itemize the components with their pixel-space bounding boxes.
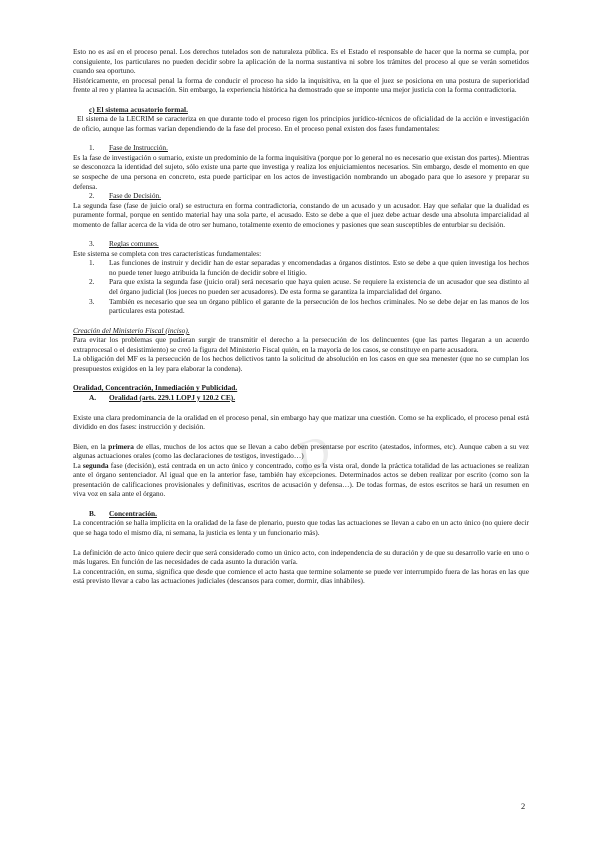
rules-heading bbox=[89, 239, 529, 249]
oralidad-paragraph-3: La segunda fase (decisión), está centrada en un acto único y concentrado, como es la vista oral, donde la práctica totalidad de las actuaciones se realizan ante el órgano sentenciador. Al igual que en la anterior fase, también hay excepciones. Determinados actos se deben realizar por escrito (como son la presentación de calificaciones provisionales y definitivas, escritos de acusación y defensa…). De todas formas, de estos escritos se hará un resumen en viva voz en sala ante el órgano. bbox=[73, 460, 529, 499]
phase-1-heading bbox=[89, 143, 529, 153]
rule-item: 1. Las funciones de instruir y decidir han de estar separadas y encomendadas a órganos distintos. Esto se debe a que quien investiga los hechos no puede tener luego atribuida la función de decidir sobre el litigio. bbox=[89, 258, 529, 277]
document-page bbox=[73, 47, 529, 586]
oralidad-paragraph-2: Bien, en la primera de ellas, muchos de los actos que se llevan a cabo deben presentarse por escrito (atestados, informes, etc). Aunque caben a su vez algunas actuaciones orales (como las declaraciones de testigos, investigado…) bbox=[73, 441, 530, 461]
rules-intro: Este sistema se completa con tres características fundamentales: bbox=[73, 248, 262, 258]
oralidad-subheading bbox=[89, 393, 529, 403]
rule-item: 2. Para que exista la segunda fase (juicio oral) será necesario que haya quien acuse. Se requiere la existencia de un acusador que sea distinto al del órgano judicial (los jueces no pueden ser acusadores). De esta forma se garantiza la imparcialidad del órgano. bbox=[89, 277, 529, 297]
concentracion-heading bbox=[89, 509, 529, 519]
phase-2-heading bbox=[89, 191, 529, 201]
rule-text: También es necesario que sea un órgano público el garante de la persecución de los hechos criminales. No se debe dejar en las manos de los particulares esta potestad. bbox=[109, 296, 529, 316]
intro-paragraph-1: Esto no es así en el proceso penal. Los derechos tutelados son de naturaleza pública. Es el Estado el responsable de hacer que la norma se cumpla, por consiguiente, los particulares no pueden decidir sobre la aplicación de la norma sustantiva ni sobre los trámites del proceso al que se verán sometidos cuando sea oportuno. bbox=[73, 47, 529, 76]
section-c-title: c) El sistema acusatorio formal. bbox=[89, 104, 188, 114]
oralidad-letter: A. bbox=[89, 392, 97, 402]
concentracion-paragraph-1: La concentración se halla implícita en la oralidad de la fase de plenario, puesto que todas las actuaciones se llevan a cabo en un acto único (no quiere decir que se haga todo el mismo día, ni semana, la justicia es lenta y un funcionario más). bbox=[73, 518, 529, 537]
phase-1-text: Es la fase de investigación o sumario, existe un predominio de la forma inquisitiva (porque por lo general no es necesario que existan dos partes). Mientras se desconozca la identidad del sujeto, sólo existe una parte que investiga y realiza los enjuiciamientos necesarios. Sin embargo, desde el momento en que se sospeche de una persona en concreto, esta puede participar en los actos de investigación nombrando un abogado para que lo asesore y preparar su defensa. bbox=[73, 152, 529, 191]
emphasis-segunda: segunda bbox=[82, 460, 109, 470]
section-c-heading bbox=[73, 105, 529, 115]
phase-1-number: 1. bbox=[89, 143, 95, 153]
concentracion-paragraph-2: La definición de acto único quiere decir que será considerado como un único acto, con independencia de su duración y de que su desarrollo varíe en uno o más lugares. En función de las necesidades de cada asunto la duración varía. bbox=[73, 547, 529, 567]
fiscal-title: Creación del Ministerio Fiscal (inciso). bbox=[73, 325, 190, 335]
oralidad-title: Oralidad (arts. 229.1 LOPJ y 120.2 CE). bbox=[109, 392, 236, 402]
concentracion-title: Concentración. bbox=[109, 508, 157, 518]
fiscal-paragraph-1: Para evitar los problemas que pudieran surgir de transmitir el derecho a la persecución de los delincuentes (que las partes llegaran a un acuerdo extraprocesal o el desistimiento) se creó la figura del Ministerio Fiscal quién, en la mayoría de los casos, se constituye en parte acusadora. bbox=[73, 335, 529, 354]
concentracion-paragraph-3: La concentración, en suma, significa que desde que comience el acto hasta que termine solamente se puede ver interrumpido fuera de las horas en las que está previsto llevar a cabo las actuaciones judiciales (descansos para comer, dormir, días inhábiles). bbox=[73, 566, 529, 586]
watermark: D bbox=[288, 425, 337, 484]
rules-title: Reglas comunes. bbox=[109, 239, 159, 249]
phase-1-title: Fase de Instrucción. bbox=[109, 143, 168, 153]
intro-paragraph-2: Históricamente, en procesal penal la forma de conducir el proceso ha sido la inquisitiva, en la que el juez se posiciona en una postura de superioridad frente al reo y plantea la acusación. Sin embargo, la experiencia histórica ha demostrado que se imponte una mejor justicia con la forma contradictoria. bbox=[73, 75, 529, 95]
oralidad-heading: Oralidad, Concentración, Inmediación y Publicidad. bbox=[73, 383, 238, 393]
section-c-paragraph: El sistema de la LECRIM se caracteriza en que durante todo el proceso rigen los principios jurídico-técnicos de oficialidad de la acción e investigación de oficio, aunque las formas varían dependiendo de la fase del proceso. En el proceso penal existen dos fases fundamentales: bbox=[73, 114, 529, 133]
phase-2-title: Fase de Decisión. bbox=[109, 191, 162, 201]
rule-text: Las funciones de instruir y decidir han de estar separadas y encomendadas a órganos distintos. Esto se debe a que quien investiga los hechos no puede tener luego atribuida la función de decidir sobre el litigio. bbox=[109, 258, 529, 277]
page-number: 2 bbox=[521, 801, 526, 811]
concentracion-letter: B. bbox=[89, 508, 96, 518]
phase-2-text: La segunda fase (fase de juicio oral) se estructura en forma contradictoria, constando de un acusado y un acusador. Hay que señalar que la dualidad es puramente formal, porque en sentido material hay una sola parte, el acusado. Esto se debe a que el juez debe actuar desde una absoluta imparcialidad al momento de fallar acerca de la vida de otro ser humano, totalmente exento de emociones y pasiones que sean susceptibles de enturbiar su decisión. bbox=[73, 200, 529, 229]
rule-item: 3. También es necesario que sea un órgano público el garante de la persecución de los hechos criminales. No se debe dejar en las manos de los particulares esta potestad. bbox=[89, 296, 529, 316]
emphasis-primera: primera bbox=[108, 441, 134, 451]
phase-2-number: 2. bbox=[89, 191, 95, 201]
rule-text: Para que exista la segunda fase (juicio oral) será necesario que haya quien acuse. Se requiere la existencia de un acusador que sea distinto al del órgano judicial (los jueces no pueden ser acusadores). De esta forma se garantiza la imparcialidad del órgano. bbox=[109, 277, 529, 297]
rules-number: 3. bbox=[89, 239, 95, 249]
fiscal-paragraph-2: La obligación del MF es la persecución de los hechos delictivos tanto la solicitud de absolución en los casos en que sea menester (que no se cumplan los presupuestos exigidos en la ley para elaborar la condena). bbox=[73, 354, 529, 373]
oralidad-paragraph-1: Existe una clara predominancia de la oralidad en el proceso penal, sin embargo hay que matizar una cuestión. Como se ha explicado, el proceso penal está dividido en dos fases: instrucción y decisión. bbox=[73, 412, 529, 432]
